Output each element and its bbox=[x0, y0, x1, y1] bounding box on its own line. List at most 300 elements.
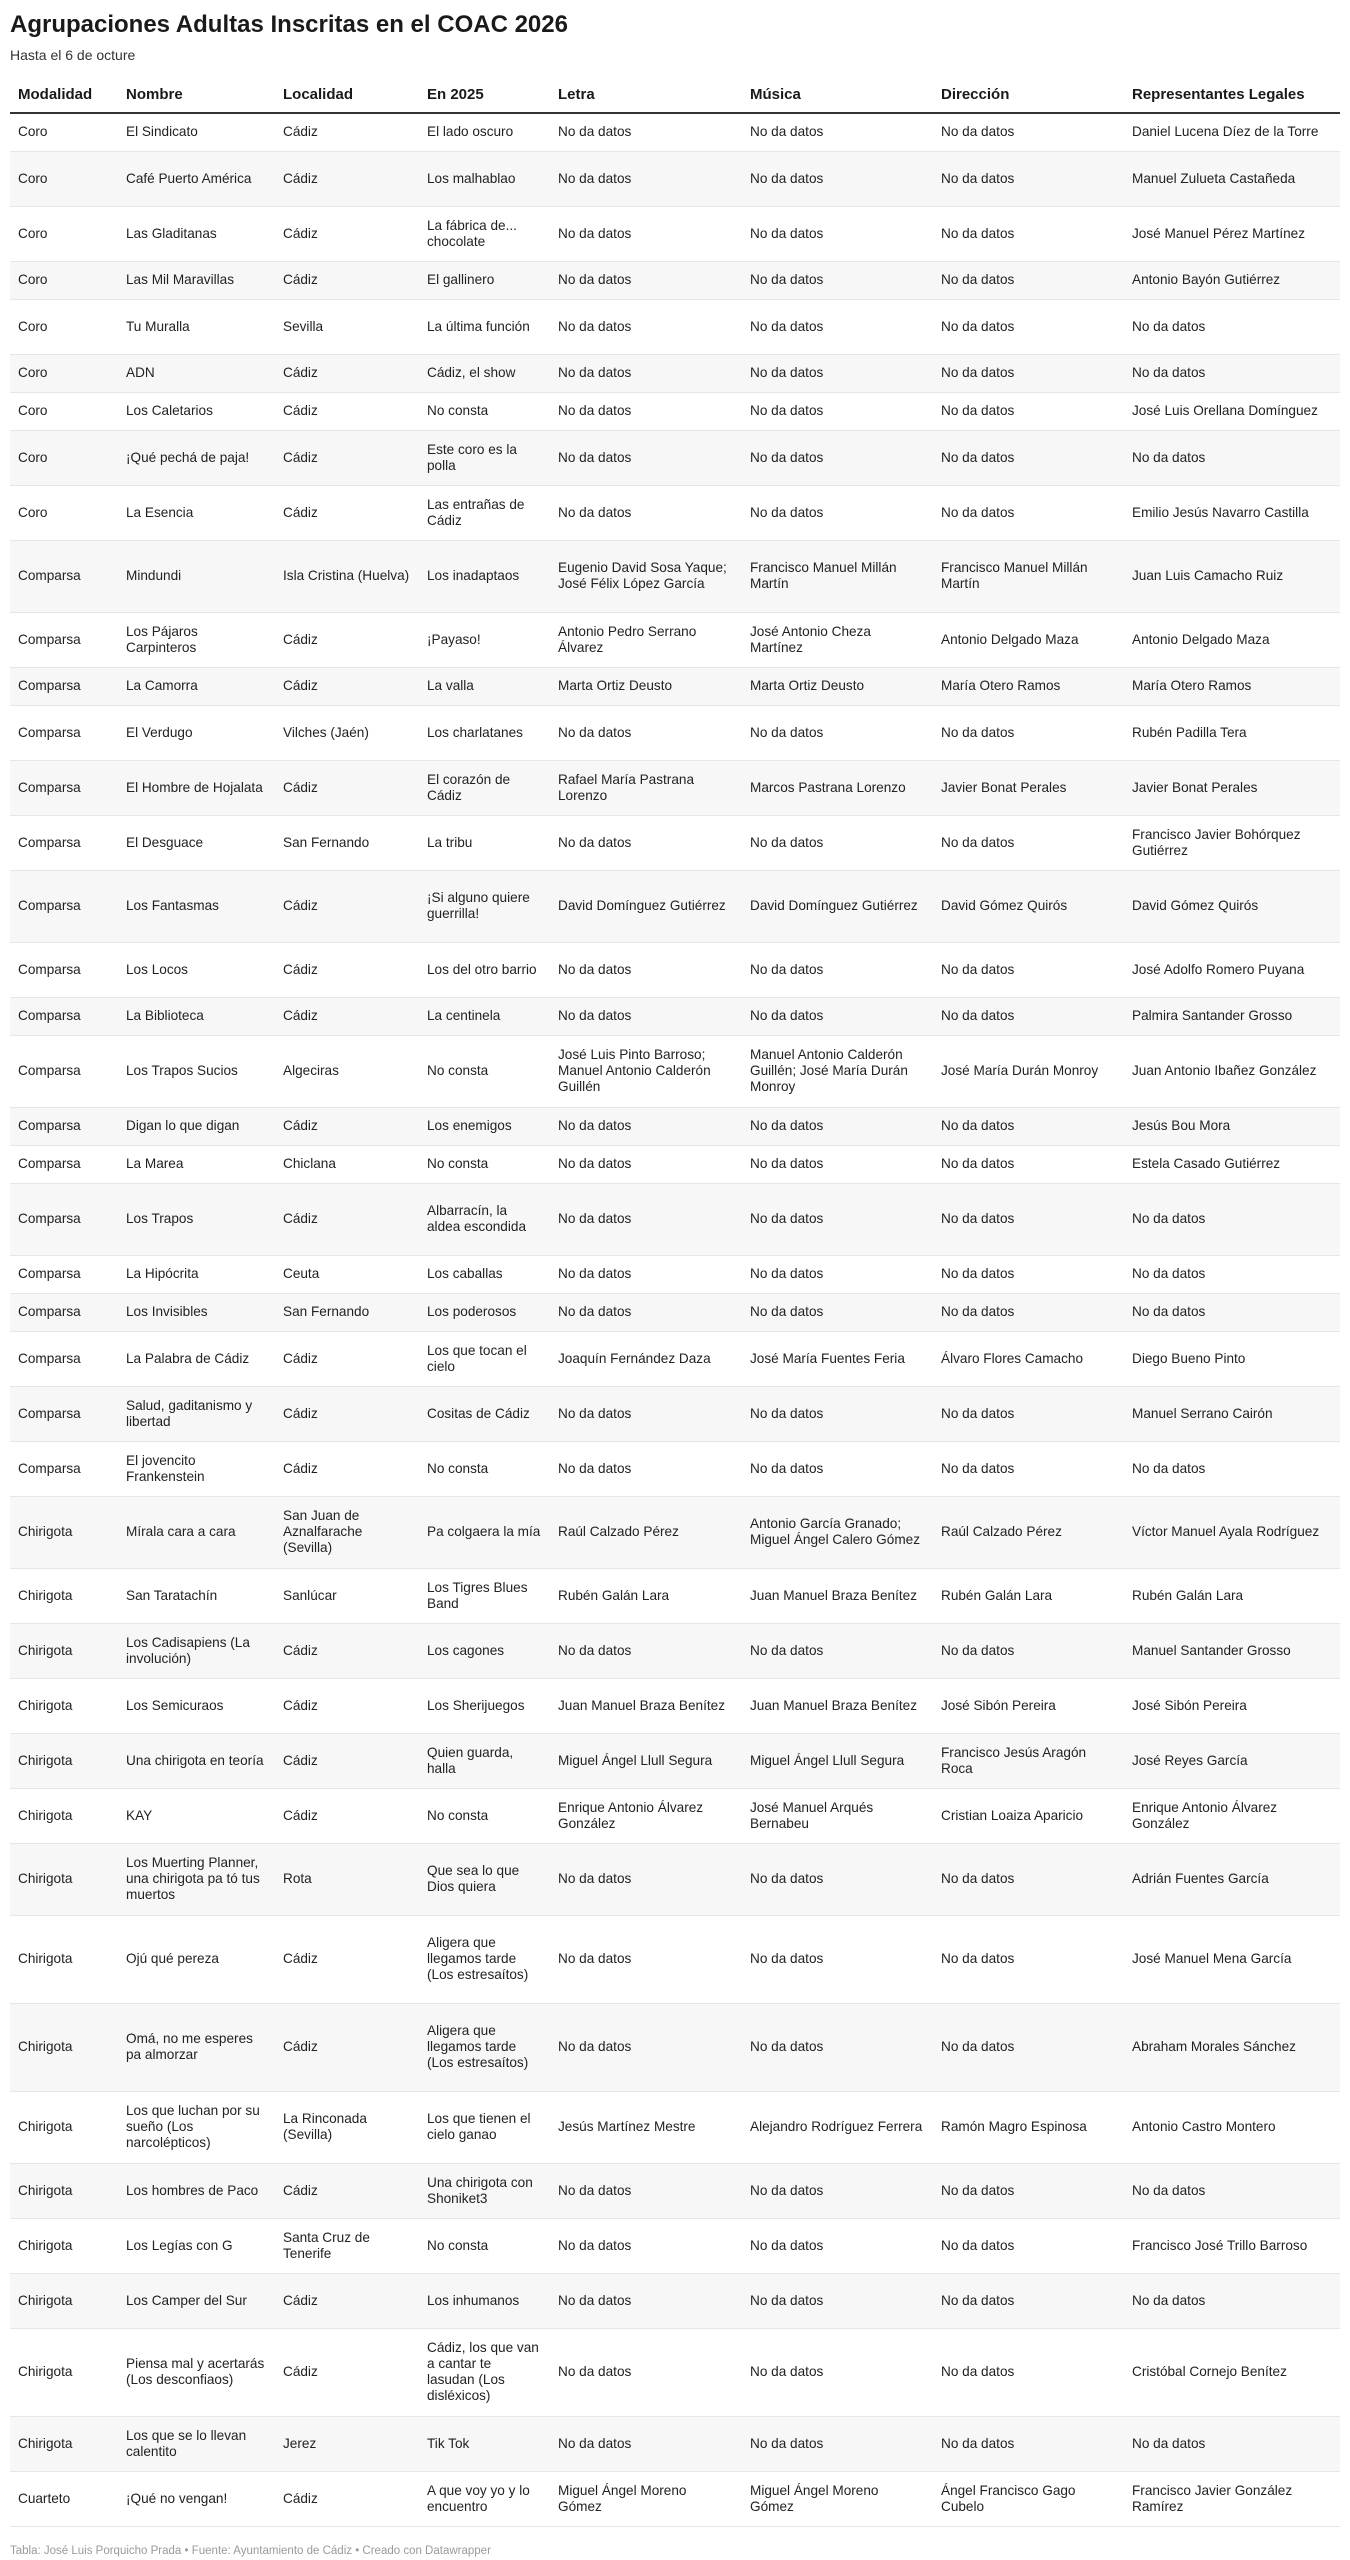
cell-modalidad: Chirigota bbox=[10, 2091, 118, 2163]
cell-representantes: Manuel Zulueta Castañeda bbox=[1124, 151, 1340, 206]
cell-modalidad: Comparsa bbox=[10, 667, 118, 705]
table-row bbox=[10, 815, 1340, 870]
cell-letra: Miguel Ángel Moreno Gómez bbox=[550, 2471, 742, 2526]
cell-nombre: Los Cadisapiens (La involución) bbox=[118, 1623, 275, 1678]
table-row bbox=[10, 942, 1340, 997]
cell-modalidad: Comparsa bbox=[10, 612, 118, 667]
col-header-nombre: Nombre bbox=[118, 78, 275, 113]
cell-en-2025: No consta bbox=[419, 1788, 550, 1843]
table-row bbox=[10, 1386, 1340, 1441]
cell-letra: No da datos bbox=[550, 1293, 742, 1331]
cell-musica: Marta Ortiz Deusto bbox=[742, 667, 933, 705]
cell-representantes: No da datos bbox=[1124, 1255, 1340, 1293]
cell-modalidad: Chirigota bbox=[10, 1843, 118, 1915]
cell-letra: No da datos bbox=[550, 705, 742, 760]
cell-representantes: Antonio Bayón Gutiérrez bbox=[1124, 261, 1340, 299]
table-row bbox=[10, 1843, 1340, 1915]
cell-modalidad: Coro bbox=[10, 354, 118, 392]
cell-musica: Juan Manuel Braza Benítez bbox=[742, 1678, 933, 1733]
cell-localidad: Santa Cruz de Tenerife bbox=[275, 2218, 419, 2273]
cell-modalidad: Chirigota bbox=[10, 1623, 118, 1678]
cell-en-2025: Los que tocan el cielo bbox=[419, 1331, 550, 1386]
cell-en-2025: Los enemigos bbox=[419, 1107, 550, 1145]
cell-musica: No da datos bbox=[742, 2416, 933, 2471]
cell-nombre: El Desguace bbox=[118, 815, 275, 870]
cell-letra: No da datos bbox=[550, 392, 742, 430]
cell-en-2025: Aligera que llegamos tarde (Los estresaítos) bbox=[419, 2003, 550, 2091]
table-row bbox=[10, 1678, 1340, 1733]
cell-direccion: No da datos bbox=[933, 206, 1124, 261]
cell-nombre: Los Semicuraos bbox=[118, 1678, 275, 1733]
cell-localidad: Cádiz bbox=[275, 354, 419, 392]
cell-modalidad: Comparsa bbox=[10, 1183, 118, 1255]
cell-representantes: No da datos bbox=[1124, 430, 1340, 485]
cell-nombre: Los Pájaros Carpinteros bbox=[118, 612, 275, 667]
cell-representantes: Francisco Javier González Ramírez bbox=[1124, 2471, 1340, 2526]
cell-localidad: Ceuta bbox=[275, 1255, 419, 1293]
cell-letra: No da datos bbox=[550, 1107, 742, 1145]
table-row bbox=[10, 540, 1340, 612]
table-row bbox=[10, 612, 1340, 667]
table-row bbox=[10, 2218, 1340, 2273]
cell-representantes: José Reyes García bbox=[1124, 1733, 1340, 1788]
cell-letra: Enrique Antonio Álvarez González bbox=[550, 1788, 742, 1843]
table-row bbox=[10, 1496, 1340, 1568]
cell-musica: No da datos bbox=[742, 1293, 933, 1331]
col-header-localidad: Localidad bbox=[275, 78, 419, 113]
cell-representantes: Francisco José Trillo Barroso bbox=[1124, 2218, 1340, 2273]
cell-representantes: Juan Luis Camacho Ruiz bbox=[1124, 540, 1340, 612]
table-row bbox=[10, 151, 1340, 206]
cell-modalidad: Chirigota bbox=[10, 1496, 118, 1568]
cell-nombre: La Camorra bbox=[118, 667, 275, 705]
cell-modalidad: Chirigota bbox=[10, 1678, 118, 1733]
cell-representantes: Rubén Padilla Tera bbox=[1124, 705, 1340, 760]
cell-modalidad: Coro bbox=[10, 392, 118, 430]
cell-localidad: Cádiz bbox=[275, 1733, 419, 1788]
cell-localidad: Cádiz bbox=[275, 151, 419, 206]
cell-modalidad: Comparsa bbox=[10, 1441, 118, 1496]
table-row bbox=[10, 430, 1340, 485]
cell-direccion: No da datos bbox=[933, 1183, 1124, 1255]
cell-localidad: Cádiz bbox=[275, 1441, 419, 1496]
cell-musica: No da datos bbox=[742, 1623, 933, 1678]
cell-modalidad: Comparsa bbox=[10, 705, 118, 760]
cell-representantes: Diego Bueno Pinto bbox=[1124, 1331, 1340, 1386]
cell-representantes: Manuel Serrano Cairón bbox=[1124, 1386, 1340, 1441]
cell-nombre: KAY bbox=[118, 1788, 275, 1843]
cell-letra: No da datos bbox=[550, 430, 742, 485]
cell-musica: Francisco Manuel Millán Martín bbox=[742, 540, 933, 612]
cell-nombre: Los Caletarios bbox=[118, 392, 275, 430]
cell-direccion: Javier Bonat Perales bbox=[933, 760, 1124, 815]
table-header-row bbox=[10, 78, 1340, 113]
cell-nombre: San Taratachín bbox=[118, 1568, 275, 1623]
cell-en-2025: No consta bbox=[419, 1441, 550, 1496]
cell-representantes: José Luis Orellana Domínguez bbox=[1124, 392, 1340, 430]
cell-musica: No da datos bbox=[742, 2003, 933, 2091]
cell-representantes: Juan Antonio Ibañez González bbox=[1124, 1035, 1340, 1107]
cell-localidad: Cádiz bbox=[275, 392, 419, 430]
cell-representantes: Abraham Morales Sánchez bbox=[1124, 2003, 1340, 2091]
cell-direccion: No da datos bbox=[933, 1386, 1124, 1441]
cell-representantes: No da datos bbox=[1124, 1293, 1340, 1331]
cell-musica: No da datos bbox=[742, 392, 933, 430]
cell-modalidad: Coro bbox=[10, 430, 118, 485]
cell-en-2025: Los charlatanes bbox=[419, 705, 550, 760]
cell-representantes: No da datos bbox=[1124, 2416, 1340, 2471]
groups-table bbox=[10, 78, 1340, 2527]
cell-direccion: No da datos bbox=[933, 299, 1124, 354]
cell-localidad: Cádiz bbox=[275, 760, 419, 815]
cell-letra: No da datos bbox=[550, 1843, 742, 1915]
cell-direccion: No da datos bbox=[933, 1441, 1124, 1496]
cell-direccion: Ramón Magro Espinosa bbox=[933, 2091, 1124, 2163]
cell-nombre: La Palabra de Cádiz bbox=[118, 1331, 275, 1386]
cell-musica: No da datos bbox=[742, 815, 933, 870]
cell-representantes: Cristóbal Cornejo Benítez bbox=[1124, 2328, 1340, 2416]
cell-letra: No da datos bbox=[550, 261, 742, 299]
cell-modalidad: Coro bbox=[10, 299, 118, 354]
cell-letra: No da datos bbox=[550, 1386, 742, 1441]
cell-direccion: Ángel Francisco Gago Cubelo bbox=[933, 2471, 1124, 2526]
cell-nombre: Los Trapos bbox=[118, 1183, 275, 1255]
col-header-direccion: Dirección bbox=[933, 78, 1124, 113]
cell-letra: Miguel Ángel Llull Segura bbox=[550, 1733, 742, 1788]
cell-letra: No da datos bbox=[550, 1915, 742, 2003]
cell-nombre: Los Legías con G bbox=[118, 2218, 275, 2273]
cell-direccion: José Sibón Pereira bbox=[933, 1678, 1124, 1733]
cell-en-2025: Las entrañas de Cádiz bbox=[419, 485, 550, 540]
cell-direccion: No da datos bbox=[933, 430, 1124, 485]
cell-en-2025: Que sea lo que Dios quiera bbox=[419, 1843, 550, 1915]
cell-nombre: Los Muerting Planner, una chirigota pa tó tus muertos bbox=[118, 1843, 275, 1915]
cell-letra: No da datos bbox=[550, 151, 742, 206]
cell-en-2025: No consta bbox=[419, 2218, 550, 2273]
cell-modalidad: Coro bbox=[10, 206, 118, 261]
cell-localidad: Cádiz bbox=[275, 485, 419, 540]
cell-musica: No da datos bbox=[742, 113, 933, 151]
cell-direccion: No da datos bbox=[933, 2416, 1124, 2471]
cell-musica: No da datos bbox=[742, 1915, 933, 2003]
cell-musica: No da datos bbox=[742, 206, 933, 261]
cell-en-2025: El lado oscuro bbox=[419, 113, 550, 151]
cell-musica: No da datos bbox=[742, 485, 933, 540]
cell-direccion: Rubén Galán Lara bbox=[933, 1568, 1124, 1623]
cell-localidad: Cádiz bbox=[275, 1183, 419, 1255]
cell-direccion: Antonio Delgado Maza bbox=[933, 612, 1124, 667]
table-row bbox=[10, 2163, 1340, 2218]
table-row bbox=[10, 760, 1340, 815]
table-row bbox=[10, 2003, 1340, 2091]
cell-modalidad: Coro bbox=[10, 261, 118, 299]
cell-letra: No da datos bbox=[550, 2218, 742, 2273]
cell-musica: No da datos bbox=[742, 997, 933, 1035]
cell-direccion: No da datos bbox=[933, 815, 1124, 870]
cell-representantes: José Sibón Pereira bbox=[1124, 1678, 1340, 1733]
cell-direccion: No da datos bbox=[933, 1915, 1124, 2003]
cell-nombre: Las Mil Maravillas bbox=[118, 261, 275, 299]
cell-letra: No da datos bbox=[550, 1145, 742, 1183]
cell-musica: Miguel Ángel Llull Segura bbox=[742, 1733, 933, 1788]
cell-localidad: Cádiz bbox=[275, 2003, 419, 2091]
cell-nombre: ¡Qué pechá de paja! bbox=[118, 430, 275, 485]
col-header-modalidad: Modalidad bbox=[10, 78, 118, 113]
cell-nombre: Tu Muralla bbox=[118, 299, 275, 354]
cell-direccion: No da datos bbox=[933, 1107, 1124, 1145]
cell-modalidad: Comparsa bbox=[10, 997, 118, 1035]
cell-direccion: No da datos bbox=[933, 997, 1124, 1035]
cell-modalidad: Comparsa bbox=[10, 1035, 118, 1107]
cell-modalidad: Comparsa bbox=[10, 815, 118, 870]
cell-direccion: No da datos bbox=[933, 1145, 1124, 1183]
cell-localidad: Algeciras bbox=[275, 1035, 419, 1107]
table-row bbox=[10, 299, 1340, 354]
cell-musica: No da datos bbox=[742, 1255, 933, 1293]
table-row bbox=[10, 1107, 1340, 1145]
cell-localidad: Rota bbox=[275, 1843, 419, 1915]
cell-direccion: No da datos bbox=[933, 354, 1124, 392]
cell-musica: Antonio García Granado; Miguel Ángel Calero Gómez bbox=[742, 1496, 933, 1568]
cell-nombre: El Sindicato bbox=[118, 113, 275, 151]
table-row bbox=[10, 485, 1340, 540]
cell-musica: No da datos bbox=[742, 2218, 933, 2273]
cell-nombre: Mírala cara a cara bbox=[118, 1496, 275, 1568]
cell-letra: Jesús Martínez Mestre bbox=[550, 2091, 742, 2163]
cell-modalidad: Chirigota bbox=[10, 2416, 118, 2471]
cell-musica: No da datos bbox=[742, 1183, 933, 1255]
cell-nombre: La Hipócrita bbox=[118, 1255, 275, 1293]
cell-localidad: Cádiz bbox=[275, 2163, 419, 2218]
cell-modalidad: Coro bbox=[10, 485, 118, 540]
cell-en-2025: Los caballas bbox=[419, 1255, 550, 1293]
cell-representantes: Javier Bonat Perales bbox=[1124, 760, 1340, 815]
cell-direccion: No da datos bbox=[933, 113, 1124, 151]
table-row bbox=[10, 1733, 1340, 1788]
cell-musica: Manuel Antonio Calderón Guillén; José María Durán Monroy bbox=[742, 1035, 933, 1107]
cell-en-2025: Cádiz, los que van a cantar te lasudan (Los disléxicos) bbox=[419, 2328, 550, 2416]
cell-direccion: David Gómez Quirós bbox=[933, 870, 1124, 942]
cell-localidad: Cádiz bbox=[275, 2471, 419, 2526]
col-header-en-2025: En 2025 bbox=[419, 78, 550, 113]
table-row bbox=[10, 1568, 1340, 1623]
table-row bbox=[10, 2328, 1340, 2416]
cell-modalidad: Chirigota bbox=[10, 1568, 118, 1623]
cell-modalidad: Chirigota bbox=[10, 2003, 118, 2091]
cell-letra: Raúl Calzado Pérez bbox=[550, 1496, 742, 1568]
table-row bbox=[10, 354, 1340, 392]
table-row bbox=[10, 667, 1340, 705]
cell-musica: No da datos bbox=[742, 1107, 933, 1145]
cell-direccion: No da datos bbox=[933, 1293, 1124, 1331]
cell-modalidad: Comparsa bbox=[10, 870, 118, 942]
table-row bbox=[10, 206, 1340, 261]
cell-nombre: La Esencia bbox=[118, 485, 275, 540]
cell-direccion: No da datos bbox=[933, 1255, 1124, 1293]
cell-musica: Juan Manuel Braza Benítez bbox=[742, 1568, 933, 1623]
cell-modalidad: Comparsa bbox=[10, 1331, 118, 1386]
cell-nombre: Ojú qué pereza bbox=[118, 1915, 275, 2003]
cell-direccion: Francisco Manuel Millán Martín bbox=[933, 540, 1124, 612]
cell-localidad: San Fernando bbox=[275, 815, 419, 870]
cell-modalidad: Comparsa bbox=[10, 942, 118, 997]
cell-representantes: Francisco Javier Bohórquez Gutiérrez bbox=[1124, 815, 1340, 870]
cell-modalidad: Coro bbox=[10, 113, 118, 151]
cell-representantes: Emilio Jesús Navarro Castilla bbox=[1124, 485, 1340, 540]
cell-localidad: Cádiz bbox=[275, 997, 419, 1035]
cell-nombre: El Hombre de Hojalata bbox=[118, 760, 275, 815]
cell-modalidad: Chirigota bbox=[10, 2163, 118, 2218]
cell-en-2025: Los Sherijuegos bbox=[419, 1678, 550, 1733]
cell-modalidad: Chirigota bbox=[10, 1788, 118, 1843]
cell-musica: No da datos bbox=[742, 1441, 933, 1496]
cell-letra: Juan Manuel Braza Benítez bbox=[550, 1678, 742, 1733]
cell-en-2025: Los cagones bbox=[419, 1623, 550, 1678]
cell-musica: Alejandro Rodríguez Ferrera bbox=[742, 2091, 933, 2163]
cell-nombre: La Biblioteca bbox=[118, 997, 275, 1035]
table-row bbox=[10, 705, 1340, 760]
cell-letra: No da datos bbox=[550, 2003, 742, 2091]
cell-musica: No da datos bbox=[742, 1386, 933, 1441]
cell-representantes: No da datos bbox=[1124, 1441, 1340, 1496]
cell-nombre: Los que luchan por su sueño (Los narcolépticos) bbox=[118, 2091, 275, 2163]
cell-letra: No da datos bbox=[550, 2163, 742, 2218]
table-row bbox=[10, 1183, 1340, 1255]
cell-letra: No da datos bbox=[550, 485, 742, 540]
col-header-musica: Música bbox=[742, 78, 933, 113]
cell-letra: No da datos bbox=[550, 815, 742, 870]
cell-localidad: Cádiz bbox=[275, 942, 419, 997]
cell-en-2025: Los inadaptaos bbox=[419, 540, 550, 612]
cell-en-2025: A que voy yo y lo encuentro bbox=[419, 2471, 550, 2526]
page-title: Agrupaciones Adultas Inscritas en el COAC 2026 bbox=[10, 11, 568, 38]
cell-nombre: El Verdugo bbox=[118, 705, 275, 760]
cell-musica: Marcos Pastrana Lorenzo bbox=[742, 760, 933, 815]
cell-en-2025: La centinela bbox=[419, 997, 550, 1035]
cell-representantes: No da datos bbox=[1124, 2163, 1340, 2218]
cell-nombre: El jovencito Frankenstein bbox=[118, 1441, 275, 1496]
cell-localidad: Cádiz bbox=[275, 206, 419, 261]
cell-representantes: José Adolfo Romero Puyana bbox=[1124, 942, 1340, 997]
cell-localidad: Cádiz bbox=[275, 2328, 419, 2416]
cell-letra: Antonio Pedro Serrano Álvarez bbox=[550, 612, 742, 667]
table-row bbox=[10, 392, 1340, 430]
cell-nombre: Los Trapos Sucios bbox=[118, 1035, 275, 1107]
cell-nombre: Los que se lo llevan calentito bbox=[118, 2416, 275, 2471]
cell-musica: No da datos bbox=[742, 151, 933, 206]
cell-nombre: ADN bbox=[118, 354, 275, 392]
cell-nombre: Los Camper del Sur bbox=[118, 2273, 275, 2328]
cell-en-2025: ¡Payaso! bbox=[419, 612, 550, 667]
cell-musica: No da datos bbox=[742, 261, 933, 299]
cell-nombre: Las Gladitanas bbox=[118, 206, 275, 261]
cell-musica: No da datos bbox=[742, 299, 933, 354]
table-row bbox=[10, 1441, 1340, 1496]
cell-nombre: Digan lo que digan bbox=[118, 1107, 275, 1145]
cell-localidad: San Fernando bbox=[275, 1293, 419, 1331]
cell-letra: No da datos bbox=[550, 942, 742, 997]
cell-direccion: No da datos bbox=[933, 2003, 1124, 2091]
cell-representantes: Estela Casado Gutiérrez bbox=[1124, 1145, 1340, 1183]
cell-representantes: Víctor Manuel Ayala Rodríguez bbox=[1124, 1496, 1340, 1568]
cell-direccion: No da datos bbox=[933, 2218, 1124, 2273]
cell-localidad: Vilches (Jaén) bbox=[275, 705, 419, 760]
cell-letra: No da datos bbox=[550, 206, 742, 261]
cell-localidad: La Rinconada (Sevilla) bbox=[275, 2091, 419, 2163]
cell-letra: No da datos bbox=[550, 1255, 742, 1293]
cell-modalidad: Chirigota bbox=[10, 2328, 118, 2416]
table-row bbox=[10, 2273, 1340, 2328]
cell-representantes: No da datos bbox=[1124, 354, 1340, 392]
cell-letra: No da datos bbox=[550, 997, 742, 1035]
cell-nombre: Omá, no me esperes pa almorzar bbox=[118, 2003, 275, 2091]
cell-direccion: Raúl Calzado Pérez bbox=[933, 1496, 1124, 1568]
cell-musica: David Domínguez Gutiérrez bbox=[742, 870, 933, 942]
cell-en-2025: La última función bbox=[419, 299, 550, 354]
cell-en-2025: Pa colgaera la mía bbox=[419, 1496, 550, 1568]
cell-letra: Rafael María Pastrana Lorenzo bbox=[550, 760, 742, 815]
cell-nombre: Salud, gaditanismo y libertad bbox=[118, 1386, 275, 1441]
cell-nombre: La Marea bbox=[118, 1145, 275, 1183]
cell-letra: No da datos bbox=[550, 1183, 742, 1255]
cell-en-2025: Los poderosos bbox=[419, 1293, 550, 1331]
cell-musica: José María Fuentes Feria bbox=[742, 1331, 933, 1386]
cell-en-2025: Los malhablao bbox=[419, 151, 550, 206]
table-row bbox=[10, 2091, 1340, 2163]
cell-modalidad: Comparsa bbox=[10, 760, 118, 815]
cell-representantes: José Manuel Mena García bbox=[1124, 1915, 1340, 2003]
cell-nombre: Café Puerto América bbox=[118, 151, 275, 206]
cell-musica: No da datos bbox=[742, 430, 933, 485]
cell-direccion: Álvaro Flores Camacho bbox=[933, 1331, 1124, 1386]
cell-en-2025: ¡Si alguno quiere guerrilla! bbox=[419, 870, 550, 942]
cell-en-2025: El corazón de Cádiz bbox=[419, 760, 550, 815]
cell-modalidad: Comparsa bbox=[10, 1107, 118, 1145]
cell-letra: No da datos bbox=[550, 1623, 742, 1678]
cell-representantes: María Otero Ramos bbox=[1124, 667, 1340, 705]
cell-direccion: No da datos bbox=[933, 1623, 1124, 1678]
cell-en-2025: Los del otro barrio bbox=[419, 942, 550, 997]
cell-nombre: Los Fantasmas bbox=[118, 870, 275, 942]
cell-nombre: Los Locos bbox=[118, 942, 275, 997]
cell-modalidad: Comparsa bbox=[10, 1386, 118, 1441]
cell-localidad: San Juan de Aznalfarache (Sevilla) bbox=[275, 1496, 419, 1568]
cell-representantes: Daniel Lucena Díez de la Torre bbox=[1124, 113, 1340, 151]
cell-letra: No da datos bbox=[550, 113, 742, 151]
cell-nombre: Los Invisibles bbox=[118, 1293, 275, 1331]
col-header-representantes: Representantes Legales bbox=[1124, 78, 1340, 113]
cell-localidad: Jerez bbox=[275, 2416, 419, 2471]
cell-direccion: Cristian Loaiza Aparicio bbox=[933, 1788, 1124, 1843]
cell-direccion: María Otero Ramos bbox=[933, 667, 1124, 705]
cell-representantes: Adrián Fuentes García bbox=[1124, 1843, 1340, 1915]
cell-nombre: ¡Qué no vengan! bbox=[118, 2471, 275, 2526]
cell-direccion: No da datos bbox=[933, 705, 1124, 760]
cell-localidad: Cádiz bbox=[275, 1386, 419, 1441]
cell-en-2025: Aligera que llegamos tarde (Los estresaítos) bbox=[419, 1915, 550, 2003]
cell-en-2025: La tribu bbox=[419, 815, 550, 870]
cell-representantes: Manuel Santander Grosso bbox=[1124, 1623, 1340, 1678]
cell-representantes: Antonio Delgado Maza bbox=[1124, 612, 1340, 667]
cell-modalidad: Chirigota bbox=[10, 2218, 118, 2273]
table-row bbox=[10, 2416, 1340, 2471]
cell-modalidad: Coro bbox=[10, 151, 118, 206]
cell-modalidad: Chirigota bbox=[10, 2273, 118, 2328]
cell-musica: Miguel Ángel Moreno Gómez bbox=[742, 2471, 933, 2526]
table-row bbox=[10, 261, 1340, 299]
cell-en-2025: No consta bbox=[419, 1035, 550, 1107]
cell-modalidad: Comparsa bbox=[10, 1145, 118, 1183]
